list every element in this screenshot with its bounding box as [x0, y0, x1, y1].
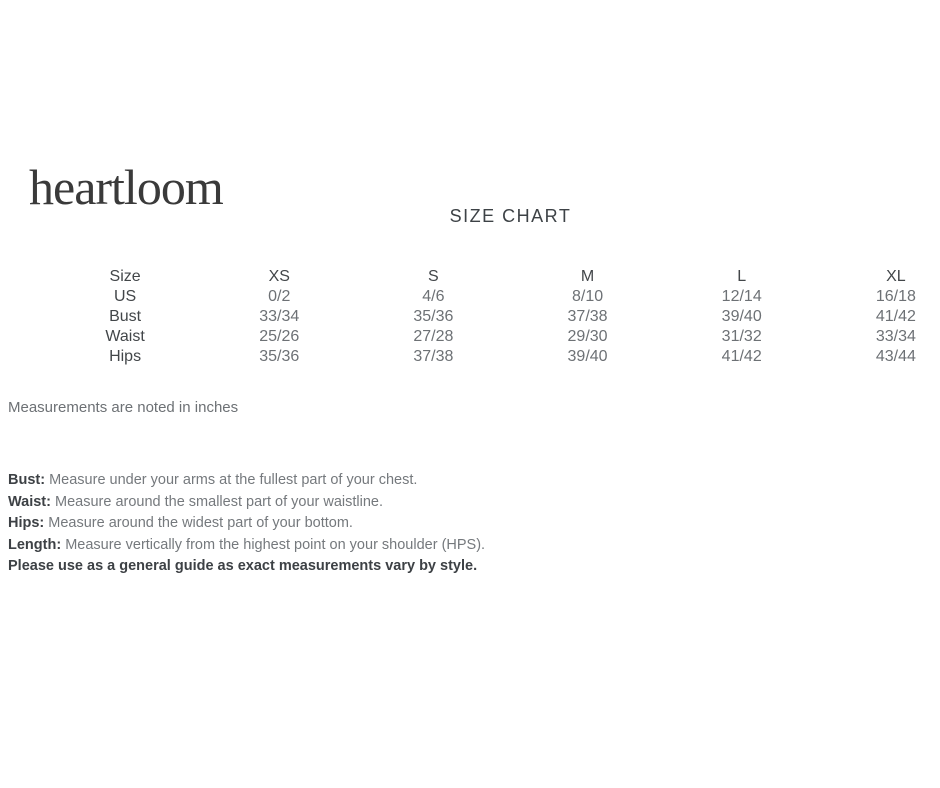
table-cell: 8/10 — [571, 288, 604, 305]
table-cell: 41/42 — [721, 348, 762, 365]
table-cell: 39/40 — [567, 348, 608, 365]
brand-logo: heartloom — [29, 159, 223, 215]
guide-line-bust — [8, 470, 485, 492]
table-cell: 25/26 — [259, 328, 300, 345]
column-header-xl: XL — [886, 267, 906, 285]
guide-text-bust: Measure under your arms at the fullest part of your chest. — [49, 472, 418, 488]
guide-label-waist: Waist: — [8, 493, 51, 510]
table-cell: 43/44 — [875, 348, 916, 365]
table-row-waist — [48, 327, 940, 347]
table-row-hips — [48, 347, 940, 367]
table-row-bust — [48, 307, 940, 327]
guide-line-length — [8, 535, 485, 557]
row-label-bust: Bust — [109, 308, 142, 325]
table-row-us — [48, 287, 940, 307]
table-cell: 31/32 — [721, 328, 762, 345]
column-header-s: S — [428, 267, 439, 285]
table-cell: 41/42 — [875, 308, 916, 325]
table-cell: 35/36 — [413, 308, 454, 325]
table-cell: 27/28 — [413, 328, 454, 345]
guide-line-waist — [8, 492, 485, 514]
column-header-size: Size — [109, 267, 141, 285]
table-cell: 29/30 — [567, 328, 608, 345]
guide-label-length: Length: — [8, 536, 62, 553]
row-label-us: US — [113, 288, 137, 305]
size-chart-table — [48, 266, 940, 367]
table-cell: 37/38 — [567, 308, 608, 325]
table-cell: 39/40 — [721, 308, 762, 325]
guide-label-hips: Hips: — [8, 515, 45, 532]
units-note: Measurements are noted in inches — [8, 399, 239, 416]
guide-disclaimer: Please use as a general guide as exact measurements vary by style. — [8, 558, 478, 575]
table-cell: 0/2 — [268, 288, 291, 305]
table-cell: 33/34 — [259, 308, 300, 325]
row-label-hips: Hips — [109, 348, 142, 365]
guide-text-hips: Measure around the widest part of your bottom. — [48, 515, 353, 532]
table-cell: 16/18 — [875, 288, 916, 305]
table-header-row — [48, 266, 940, 287]
guide-label-bust: Bust: — [8, 472, 46, 488]
table-cell: 37/38 — [413, 348, 454, 365]
table-cell: 4/6 — [422, 288, 445, 305]
page-title: SIZE CHART — [449, 206, 572, 226]
column-header-l: L — [737, 267, 747, 285]
column-header-m: M — [580, 267, 595, 285]
measurement-guide — [8, 470, 485, 578]
table-cell: 35/36 — [259, 348, 300, 365]
table-cell: 33/34 — [875, 328, 916, 345]
guide-text-length: Measure vertically from the highest point on your shoulder (HPS). — [65, 536, 486, 553]
row-label-waist: Waist — [105, 328, 145, 345]
column-header-xs: XS — [268, 267, 290, 285]
guide-text-waist: Measure around the smallest part of your waistline. — [55, 493, 384, 510]
guide-line-hips — [8, 513, 485, 535]
table-cell: 12/14 — [721, 288, 762, 305]
